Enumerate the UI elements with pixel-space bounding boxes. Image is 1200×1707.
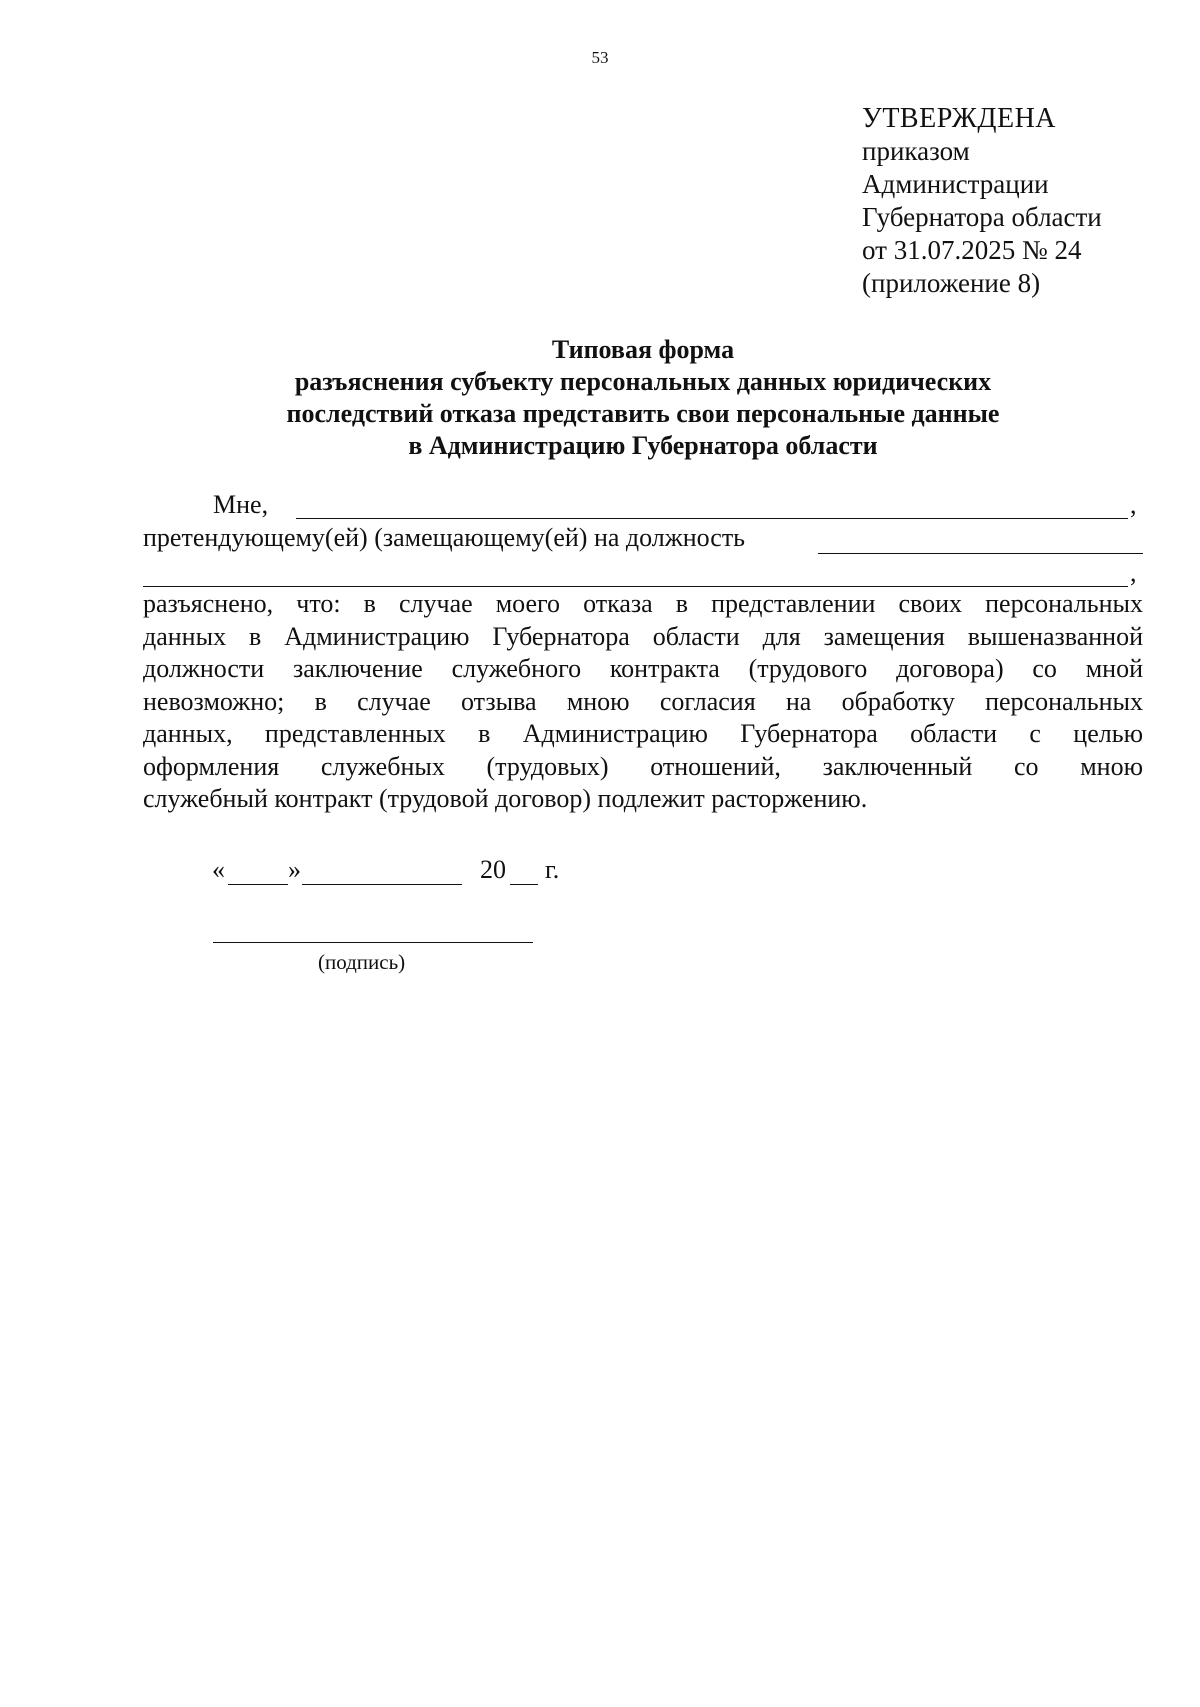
- title-line: Типовая форма: [551, 335, 735, 364]
- date-day-line[interactable]: [228, 884, 288, 885]
- explanation-paragraph: [143, 588, 1143, 816]
- me-label: Мне,: [213, 490, 269, 519]
- title-line: разъяснения субъекту персональных данных юридических: [294, 367, 992, 396]
- page-number: 53: [591, 48, 609, 67]
- date-year-prefix: 20: [480, 855, 506, 884]
- approval-line: Губернатора области: [862, 202, 1102, 232]
- position-label: претендующему(ей) (замещающему(ей) на должность: [143, 523, 746, 552]
- approval-line: Администрации: [862, 169, 1049, 199]
- date-close-quote: »: [288, 855, 301, 884]
- approval-line: (приложение 8): [862, 268, 1041, 298]
- comma: ,: [1130, 558, 1137, 587]
- date-year-line[interactable]: [510, 884, 538, 885]
- paragraph-line: служебный контракт (трудовой договор) подлежит расторжению.: [143, 784, 868, 813]
- approval-line: от 31.07.2025 № 24: [862, 235, 1082, 265]
- document-title: [240, 334, 1046, 462]
- paragraph-line: данных, представленных в Администрацию Губернатора области с целью: [143, 719, 1143, 748]
- title-line: в Администрацию Губернатора области: [408, 431, 878, 460]
- name-field-line[interactable]: [296, 518, 1128, 519]
- approval-heading: УТВЕРЖДЕНА: [862, 103, 1057, 134]
- paragraph-line: данных в Администрацию Губернатора области для замещения вышеназванной: [143, 621, 1143, 651]
- paragraph-line: должности заключение служебного контракта (трудового договора) со мной: [143, 654, 1143, 683]
- approval-line: приказом: [862, 136, 970, 166]
- signature-line[interactable]: [213, 942, 533, 943]
- position-field-line[interactable]: [818, 553, 1143, 554]
- comma: ,: [1130, 490, 1137, 519]
- date-year-suffix: г.: [545, 855, 560, 884]
- paragraph-line: оформления служебных (трудовых) отношений, заключенный со мною: [143, 751, 1143, 781]
- approval-stamp: [862, 102, 1102, 300]
- signature-label: (подпись): [318, 950, 406, 974]
- paragraph-line: невозможно; в случае отзыва мною согласия на обработку персональных: [143, 686, 1143, 716]
- position-field-line-continued[interactable]: [143, 586, 1128, 587]
- paragraph-line: разъяснено, что: в случае моего отказа в представлении своих персональных: [143, 589, 1143, 618]
- date-month-line[interactable]: [302, 884, 462, 885]
- title-line: последствий отказа представить свои персональные данные: [286, 399, 1000, 428]
- date-open-quote: «: [212, 855, 225, 884]
